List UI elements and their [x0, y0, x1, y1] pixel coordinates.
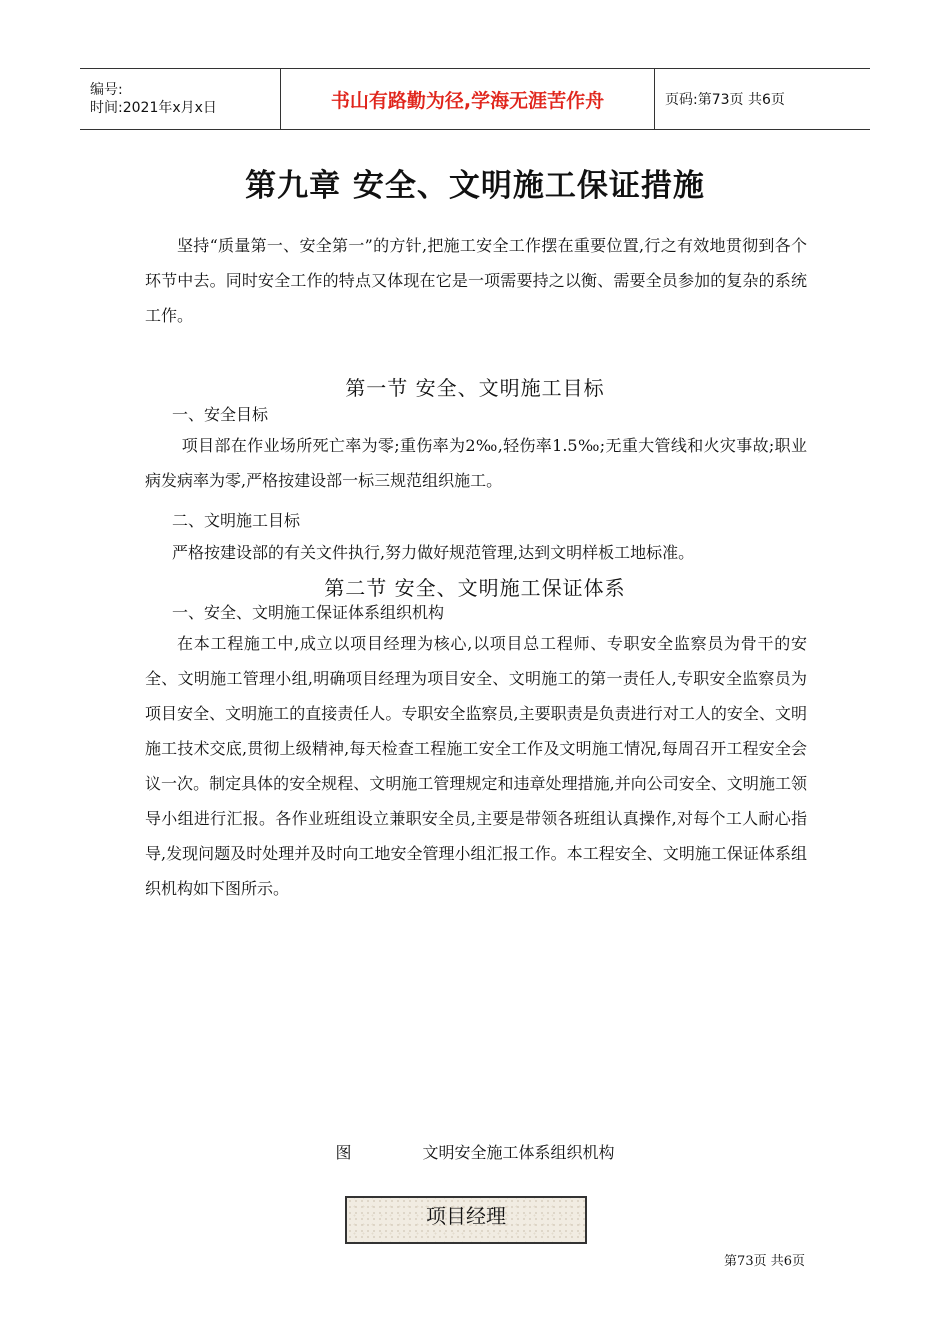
header-motto-cell: [281, 69, 655, 129]
section1-title: 第一节 安全、文明施工目标: [345, 376, 605, 400]
header-meta: [80, 69, 281, 129]
intro-paragraph: 坚持“质量第一、安全第一”的方针,把施工安全工作摆在重要位置,行之有效地贯彻到各个环节中去。同时安全工作的特点又体现在它是一项需要持之以衡、需要全员参加的复杂的系统工作。: [145, 236, 807, 325]
section1-sub2-title: 二、文明施工目标: [172, 511, 301, 530]
header-number: 编号:: [90, 82, 123, 98]
header-page-number: 页码:第73页 共6页: [665, 92, 785, 108]
page-header: [80, 68, 870, 130]
section1-sub1-text: 项目部在作业场所死亡率为零;重伤率为2‰,轻伤率1.5‰;无重大管线和火灾事故;职业病发病率为零,严格按建设部一标三规范组织施工。: [145, 436, 807, 490]
chapter-title: 第九章 安全、文明施工保证措施: [245, 168, 705, 204]
header-motto: 书山有路勤为径,学海无涯苦作舟: [330, 89, 605, 112]
section2-sub1-title: 一、安全、文明施工保证体系组织机构: [172, 603, 445, 622]
section2-title: 第二节 安全、文明施工保证体系: [324, 576, 626, 600]
section1-sub2-text: 严格按建设部的有关文件执行,努力做好规范管理,达到文明样板工地标准。: [172, 543, 695, 562]
page-footer: 第73页 共6页: [724, 1254, 805, 1269]
figure-caption-text: 文明安全施工体系组织机构: [422, 1143, 615, 1162]
section2-sub1-text: 在本工程施工中,成立以项目经理为核心,以项目总工程师、专职安全监察员为骨干的安全、文明施工管理小组,明确项目经理为项目安全、文明施工的第一责任人,专职安全监察员为项目安全、文明施工的直接责任人。专职安全监察员,主要职责是负责进行对工人的安全、文明施工技术交底,贯彻上级精神,每天检查工程施工安全工作及文明施工情况,每周召开工程安全会议一次。制定具体的安全规程、文明施工管理规定和违章处理措施,并向公司安全、文明施工领导小组进行汇报。各作业班组设立兼职安全员,主要是带领各班组认真操作,对每个工人耐心指导,发现问题及时处理并及时向工地安全管理小组汇报工作。本工程安全、文明施工保证体系组织机构如下图所示。: [145, 634, 807, 898]
org-box-label: 项目经理: [426, 1204, 506, 1228]
section1-sub1-title: 一、安全目标: [172, 405, 269, 424]
header-page-cell: [655, 69, 870, 129]
figure-label: 图: [335, 1143, 352, 1162]
header-date: 时间:2021年x月x日: [90, 100, 217, 116]
figure-caption: [0, 1140, 950, 1163]
org-chart-box-project-manager: [345, 1196, 587, 1244]
